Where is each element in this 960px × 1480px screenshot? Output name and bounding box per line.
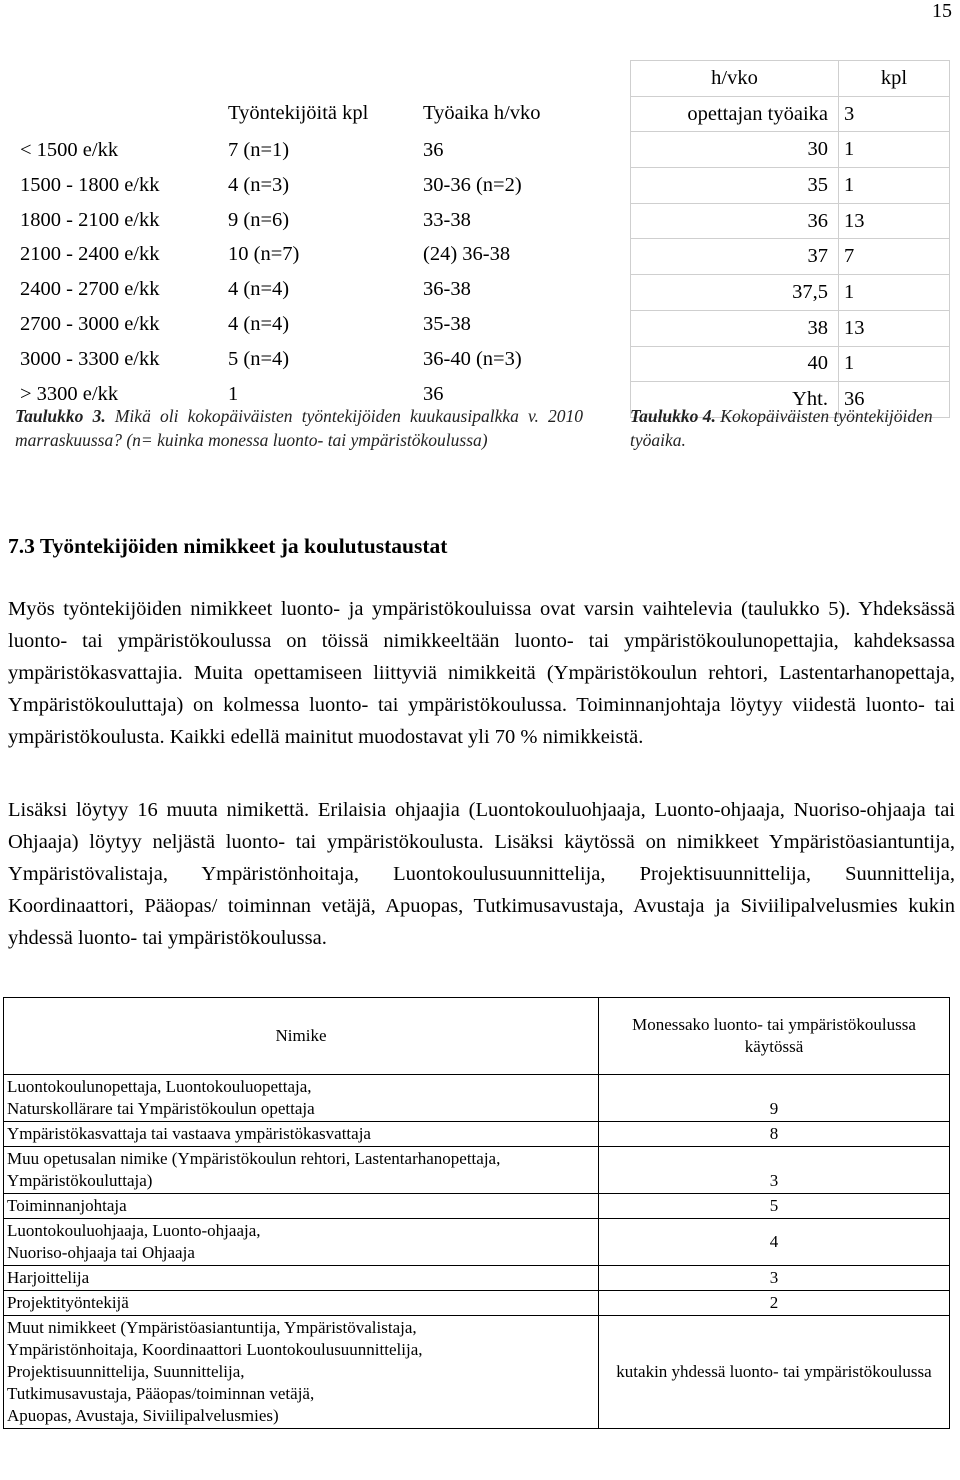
table4-count-cell: 3 <box>839 96 950 132</box>
table3-row <box>12 342 623 377</box>
table3-cell: 1800 - 2100 e/kk <box>20 208 160 231</box>
table3-cell: 30-36 (n=2) <box>423 173 522 196</box>
table3-row <box>12 133 623 168</box>
table4-row <box>631 203 950 239</box>
table4-count-cell: 13 <box>839 310 950 346</box>
table5-row <box>4 1291 950 1316</box>
table5-name-line: Tutkimusavustaja, Pääopas/toiminnan vetäjä, <box>7 1384 315 1403</box>
table4-row <box>631 96 950 132</box>
table3-cell: 2100 - 2400 e/kk <box>20 243 160 266</box>
table3-row <box>12 307 623 342</box>
table4-count-cell: 7 <box>839 239 950 275</box>
table5-name-cell <box>4 1219 599 1266</box>
table4-hours-cell: 37 <box>631 239 839 275</box>
table5-name-line: Apuopas, Avustaja, Siviilipalvelusmies) <box>7 1406 279 1425</box>
table3-cell: 36 <box>423 382 444 405</box>
table5-name-line: Luontokoulunopettaja, Luontokouluopettaja, <box>7 1077 312 1096</box>
body-paragraph-1: Myös työntekijöiden nimikkeet luonto- ja ympäristökouluissa ovat varsin vaihtelevia (taulukko 5). Yhdeksässä luonto- tai ympäristökoulussa on töissä nimikkeeltään luonto- tai ympäristökoulunopettajia, kahdeksassa ympäristökasvattajia. Muita opettamiseen liittyviä nimikkeitä (Ympäristökoulun rehtori, Lastentarhanopettaja, Ympäristökouluttaja) on kolmessa luonto- tai ympäristökoulussa. Toiminnanjohtaja löytyy viidestä luonto- tai ympäristökoulusta. Kaikki edellä mainitut muodostavat yli 70 % nimikkeistä. <box>8 598 955 748</box>
table4-hours-cell: 30 <box>631 132 839 168</box>
working-hours-table <box>630 60 950 418</box>
table3-cell: > 3300 e/kk <box>20 382 119 405</box>
table5-row <box>4 1194 950 1219</box>
table3-caption-text: Mikä oli kokopäiväisten työntekijöiden kuukausipalkka v. 2010 marraskuussa? (n= kuinka monessa luonto- tai ympäristökoulussa) <box>15 406 583 450</box>
table3-cell: 2700 - 3000 e/kk <box>20 312 160 335</box>
table3-cell: 3000 - 3300 e/kk <box>20 347 160 370</box>
table5-name-line: Luontokouluohjaaja, Luonto-ohjaaja, <box>7 1221 261 1240</box>
table5-row <box>4 1266 950 1291</box>
table5-name-line: Nuoriso-ohjaaja tai Ohjaaja <box>7 1243 195 1262</box>
table5-name-line: Ympäristökasvattaja tai vastaava ympäristökasvattaja <box>7 1124 371 1143</box>
table4-row <box>631 168 950 204</box>
table4-count-cell: 1 <box>839 275 950 311</box>
table4-hours-cell: 40 <box>631 346 839 382</box>
table4-caption-text: Kokopäiväisten työntekijöiden työaika. <box>630 406 933 450</box>
job-titles-table <box>3 997 950 1429</box>
table3-cell: 33-38 <box>423 208 471 231</box>
table4-row <box>631 346 950 382</box>
table3-cell: (24) 36-38 <box>423 243 511 266</box>
table5-row <box>4 1075 950 1122</box>
table4-caption <box>630 405 960 452</box>
table4-row <box>631 132 950 168</box>
table4-hours-cell: 35 <box>631 168 839 204</box>
table3-row <box>12 168 623 203</box>
table5-name-cell <box>4 1291 599 1316</box>
table5-count-cell: 5 <box>599 1194 950 1219</box>
table5-name-cell <box>4 1316 599 1429</box>
table3-cell: 1 <box>228 382 239 405</box>
table5-count-cell: 3 <box>599 1266 950 1291</box>
table5-name-cell <box>4 1075 599 1122</box>
table3-cell: 5 (n=4) <box>228 347 290 370</box>
table3-cell: 36 <box>423 139 444 161</box>
table5-count-cell: 4 <box>599 1219 950 1266</box>
table3-cell: 2400 - 2700 e/kk <box>20 278 160 301</box>
salary-table <box>12 93 623 411</box>
table3-cell: 35-38 <box>423 312 471 335</box>
table3-row <box>12 237 623 272</box>
table5-name-line: Projektisuunnittelija, Suunnittelija, <box>7 1362 245 1381</box>
table5-header-count: Monessako luonto- tai ympäristökoulussa käytössä <box>599 998 950 1075</box>
table5-name-cell <box>4 1122 599 1147</box>
table4-hours-cell: 38 <box>631 310 839 346</box>
table5-name-line: Naturskollärare tai Ympäristökoulun opettaja <box>7 1099 315 1118</box>
table5-name-line: Muut nimikkeet (Ympäristöasiantuntija, Ympäristövalistaja, <box>7 1318 417 1337</box>
table3-cell: 36-38 <box>423 278 471 301</box>
table3-cell: 36-40 (n=3) <box>423 347 522 370</box>
table4-hours-cell: Yht. <box>631 382 839 418</box>
page-number: 15 <box>932 0 952 22</box>
table3-row <box>12 272 623 307</box>
table5-row <box>4 1219 950 1266</box>
table4-hours-cell: 37,5 <box>631 275 839 311</box>
table5-count-cell: 9 <box>599 1075 950 1122</box>
table4-count-cell: 1 <box>839 346 950 382</box>
table4-count-cell: 36 <box>839 382 950 418</box>
table3-cell: 4 (n=4) <box>228 312 290 335</box>
table3-cell: 9 (n=6) <box>228 208 290 231</box>
table5-row <box>4 1316 950 1429</box>
table3-cell: 1500 - 1800 e/kk <box>20 173 160 196</box>
table3-header-cell: Työaika h/vko <box>423 101 541 124</box>
table5-row <box>4 1122 950 1147</box>
table4-caption-label: Taulukko 4. <box>630 406 716 426</box>
table4-count-cell: 13 <box>839 203 950 239</box>
table3-row <box>12 203 623 238</box>
table3-header-cell: Työntekijöitä kpl <box>228 101 369 124</box>
table3-cell: 4 (n=3) <box>228 173 290 196</box>
table3-cell: 10 (n=7) <box>228 243 300 266</box>
section-heading: 7.3 Työntekijöiden nimikkeet ja koulutustaustat <box>8 534 448 558</box>
table5-name-cell <box>4 1266 599 1291</box>
table3-cell: 4 (n=4) <box>228 278 290 301</box>
table4-header-count: kpl <box>839 61 950 97</box>
table5-name-line: Projektityöntekijä <box>7 1293 129 1312</box>
body-paragraph-2: Lisäksi löytyy 16 muuta nimikettä. Erilaisia ohjaajia (Luontokouluohjaaja, Luonto-ohjaaja, Nuoriso-ohjaaja tai Ohjaaja) löytyy neljästä luonto- tai ympäristökoulusta. Lisäksi käytössä on nimikkeet Ympäristöasiantuntija, Ympäristövalistaja, Ympäristönhoitaja, Luontokoulusuunnittelija, Projektisuunnittelija, Suunnittelija, Koordinaattori, Pääopas/ toiminnan vetäjä, Apuopas, Tutkimusavustaja, Avustaja ja Siviilipalvelusmies kukin yhdessä luonto- tai ympäristökoulussa. <box>8 799 955 949</box>
table5-count-cell: 8 <box>599 1122 950 1147</box>
table5-name-line: Harjoittelija <box>7 1268 90 1287</box>
table5-name-line: Ympäristönhoitaja, Koordinaattori Luontokoulusuunnittelija, <box>7 1340 423 1359</box>
table4-row <box>631 275 950 311</box>
table5-row <box>4 1147 950 1194</box>
table3-cell: < 1500 e/kk <box>20 139 119 161</box>
table4-row <box>631 310 950 346</box>
table4-count-cell: 1 <box>839 168 950 204</box>
table4-header-row <box>631 61 950 97</box>
table3-header-row <box>12 93 623 133</box>
table4-row <box>631 239 950 275</box>
table4-hours-cell: opettajan työaika <box>631 96 839 132</box>
table4-hours-cell: 36 <box>631 203 839 239</box>
table3-cell: 7 (n=1) <box>228 139 290 161</box>
table3-caption <box>15 405 583 452</box>
table5-count-cell: 2 <box>599 1291 950 1316</box>
table3-caption-label: Taulukko 3. <box>15 406 106 426</box>
table5-name-cell <box>4 1194 599 1219</box>
table3-header-cell <box>12 93 225 133</box>
table5-count-cell: kutakin yhdessä luonto- tai ympäristökoulussa <box>599 1316 950 1429</box>
table5-name-line: Ympäristökouluttaja) <box>7 1171 153 1190</box>
table5-header-row <box>4 998 950 1075</box>
table4-count-cell: 1 <box>839 132 950 168</box>
table5-header-name: Nimike <box>4 998 599 1075</box>
table5-count-cell: 3 <box>599 1147 950 1194</box>
table5-name-line: Muu opetusalan nimike (Ympäristökoulun rehtori, Lastentarhanopettaja, <box>7 1149 501 1168</box>
table4-header-hours: h/vko <box>631 61 839 97</box>
table5-name-cell <box>4 1147 599 1194</box>
table5-name-line: Toiminnanjohtaja <box>7 1196 127 1215</box>
